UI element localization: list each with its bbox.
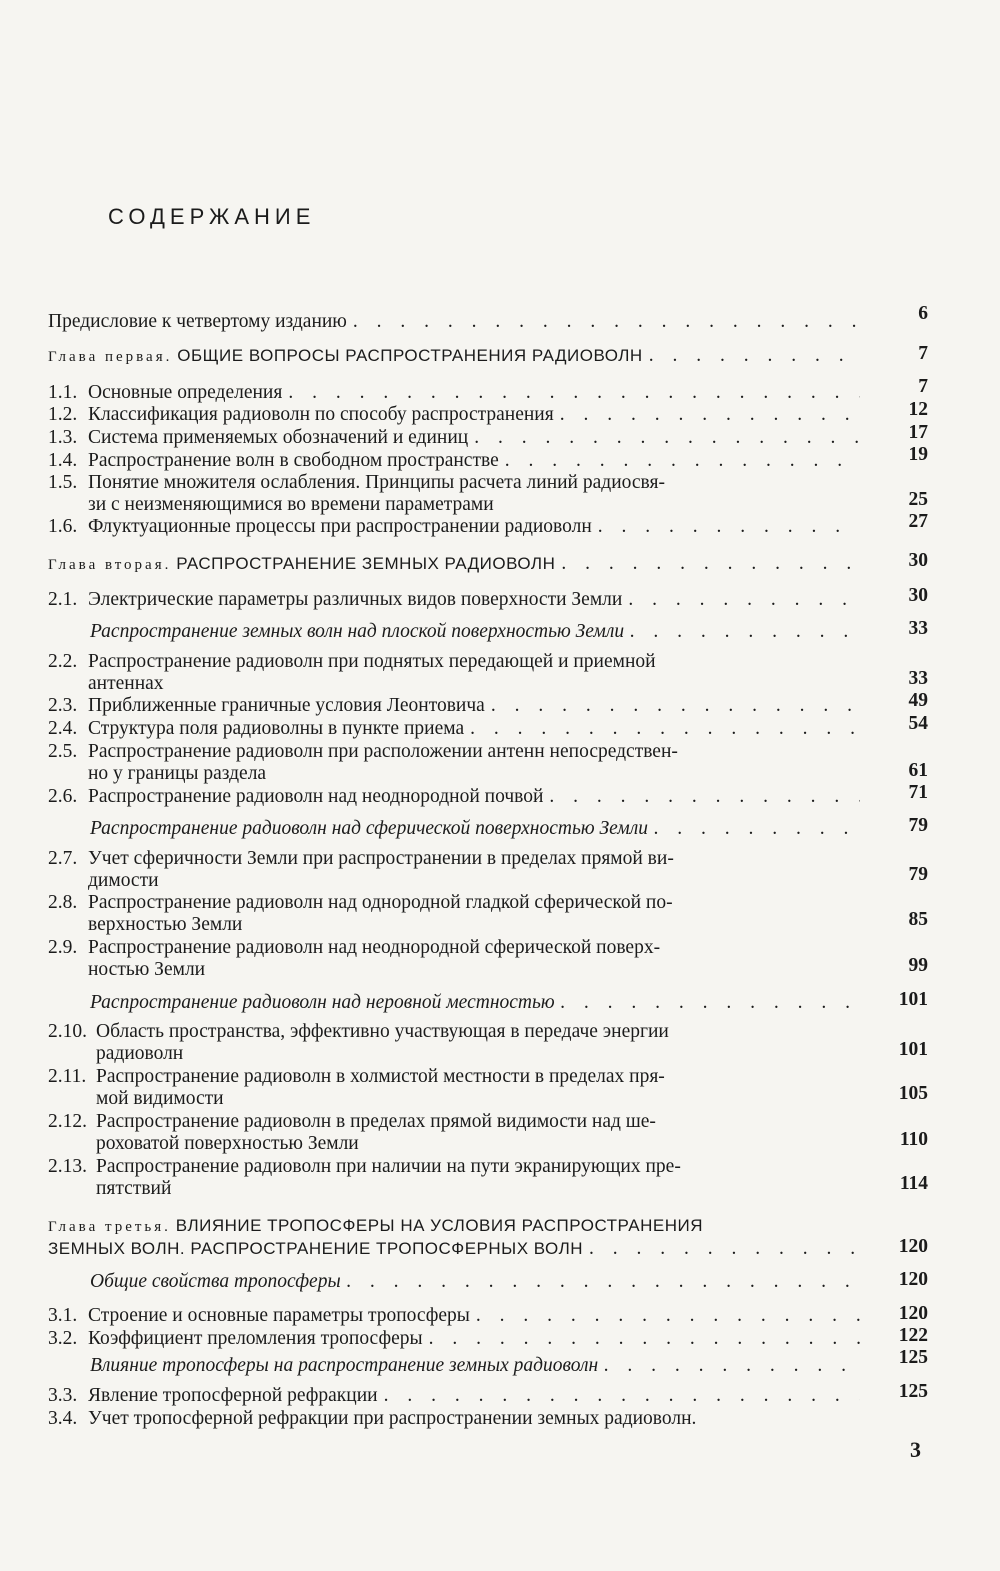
entry-page: 125: [898, 1381, 928, 1402]
toc-entry: 2.6. Распространение радиоволн над неоднородной почвой . . .: [48, 786, 860, 808]
entry-page: 54: [908, 713, 928, 734]
entry-page: 99: [908, 955, 928, 976]
toc-entry: 3.4. Учет тропосферной рефракции при распространении земных радиоволн.: [48, 1408, 697, 1429]
toc-entry: 2.12. Распространение радиоволн в пределах прямой видимости над ше-: [48, 1111, 656, 1132]
chapter-1-page: 7: [918, 343, 928, 364]
toc-preface: [48, 311, 860, 333]
section-page: 101: [898, 989, 928, 1010]
toc-entry: 2.11. Распространение радиоволн в холмистой местности в пределах пря-: [48, 1066, 665, 1087]
toc-section: Распространение радиоволн над сферической поверхностью Земли . . .: [90, 818, 860, 840]
toc-entry: 2.2. Распространение радиоволн при поднятых передающей и приемной: [48, 651, 656, 672]
page-title: СОДЕРЖАНИЕ: [108, 204, 316, 229]
entry-page: 85: [908, 909, 928, 930]
toc-entry: 3.1. Строение и основные параметры тропосферы . . .: [48, 1305, 860, 1327]
entry-page: 120: [898, 1303, 928, 1324]
toc-entry-continuation: роховатой поверхностью Земли: [96, 1133, 359, 1154]
page-number: 3: [910, 1437, 921, 1462]
toc-entry: 2.4. Структура поля радиоволны в пункте приема . . .: [48, 718, 860, 740]
toc-entry-continuation: но у границы раздела: [88, 763, 267, 784]
entry-page: 12: [908, 399, 928, 420]
toc-entry-continuation: верхностью Земли: [88, 914, 243, 935]
entry-page: 7: [918, 376, 928, 397]
toc-section: Общие свойства тропосферы . . .: [90, 1271, 860, 1293]
toc-entry: 1.5. Понятие множителя ослабления. Принципы расчета линий радиосвя-: [48, 472, 665, 493]
chapter-title: ОБЩИЕ ВОПРОСЫ РАСПРОСТРАНЕНИЯ РАДИОВОЛН: [177, 346, 643, 365]
chapter-2-page: 30: [908, 550, 928, 571]
entry-page: 33: [908, 668, 928, 689]
chapter-2: Глава вторая. РАСПРОСТРАНЕНИЕ ЗЕМНЫХ РАДИОВОЛН . . .: [48, 553, 860, 576]
chapter-3-continuation: ЗЕМНЫХ ВОЛН. РАСПРОСТРАНЕНИЕ ТРОПОСФЕРНЫХ ВОЛН . . .: [48, 1238, 860, 1260]
chapter-label: Глава первая.: [48, 349, 173, 365]
toc-entry: 2.9. Распространение радиоволн над неоднородной сферической поверх-: [48, 937, 661, 958]
toc-entry-continuation: ностью Земли: [88, 959, 206, 980]
entry-page: 30: [908, 585, 928, 606]
preface-text: Предисловие к четвертому изданию: [48, 311, 347, 332]
toc-entry: 2.10. Область пространства, эффективно участвующая в передаче энергии: [48, 1021, 669, 1042]
toc-entry-continuation: зи с неизменяющимися во времени параметрами: [88, 494, 494, 515]
toc-entry: 2.5. Распространение радиоволн при расположении антенн непосредствен-: [48, 741, 678, 762]
entry-page: 101: [898, 1039, 928, 1060]
entry-page: 49: [908, 690, 928, 711]
entry-page: 17: [908, 422, 928, 443]
toc-entry: 2.8. Распространение радиоволн над однородной гладкой сферической по-: [48, 892, 673, 913]
entry-page: 27: [908, 511, 928, 532]
entry-page: 110: [899, 1129, 928, 1150]
toc-entry: 1.1. Основные определения . . .: [48, 382, 860, 404]
toc-entry: 3.2. Коэффициент преломления тропосферы . . .: [48, 1328, 860, 1350]
toc-entry: 2.3. Приближенные граничные условия Леонтовича . . .: [48, 695, 860, 717]
toc-entry-continuation: пятствий: [96, 1178, 172, 1199]
toc-entry-continuation: антеннах: [88, 673, 164, 694]
chapter-3-page: 120: [898, 1236, 928, 1257]
chapter-1: [48, 345, 860, 368]
toc-entry: 1.6. Флуктуационные процессы при распространении радиоволн . . .: [48, 516, 860, 538]
entry-page: 122: [898, 1325, 928, 1346]
toc-entry: 2.13. Распространение радиоволн при наличии на пути экранирующих пре-: [48, 1156, 681, 1177]
entry-page: 114: [899, 1173, 928, 1194]
toc-section: Распространение радиоволн над неровной местностью . . .: [90, 992, 860, 1014]
entry-page: 61: [908, 760, 928, 781]
section-page: 125: [898, 1347, 928, 1368]
preface-page: 6: [918, 303, 928, 324]
toc-entry: 2.7. Учет сферичности Земли при распространении в пределах прямой ви-: [48, 848, 674, 869]
section-page: 79: [908, 815, 928, 836]
toc-entry-continuation: димости: [88, 870, 159, 891]
toc-section: Влияние тропосферы на распространение земных радиоволн . . .: [90, 1355, 860, 1377]
toc-entry-continuation: мой видимости: [96, 1088, 224, 1109]
entry-page: 25: [908, 489, 928, 510]
toc-entry: 3.3. Явление тропосферной рефракции . . .: [48, 1385, 860, 1407]
toc-entry: 2.1. Электрические параметры различных видов поверхности Земли . . .: [48, 589, 860, 611]
toc-entry: 1.4. Распространение волн в свободном пространстве . . .: [48, 450, 860, 472]
chapter-3: Глава третья. ВЛИЯНИЕ ТРОПОСФЕРЫ НА УСЛОВИЯ РАСПРОСТРАНЕНИЯ: [48, 1216, 703, 1235]
entry-page: 105: [898, 1083, 928, 1104]
toc-entry-continuation: радиоволн: [96, 1043, 184, 1064]
entry-page: 19: [908, 444, 928, 465]
toc-section: Распространение земных волн над плоской поверхностью Земли . . .: [90, 621, 860, 643]
section-page: 120: [898, 1269, 928, 1290]
toc-entry: 1.2. Классификация радиоволн по способу распространения . . .: [48, 404, 860, 426]
entry-page: 71: [908, 782, 928, 803]
entry-page: 79: [908, 864, 928, 885]
section-page: 33: [908, 618, 928, 639]
toc-entry: 1.3. Система применяемых обозначений и единиц . . .: [48, 427, 860, 449]
